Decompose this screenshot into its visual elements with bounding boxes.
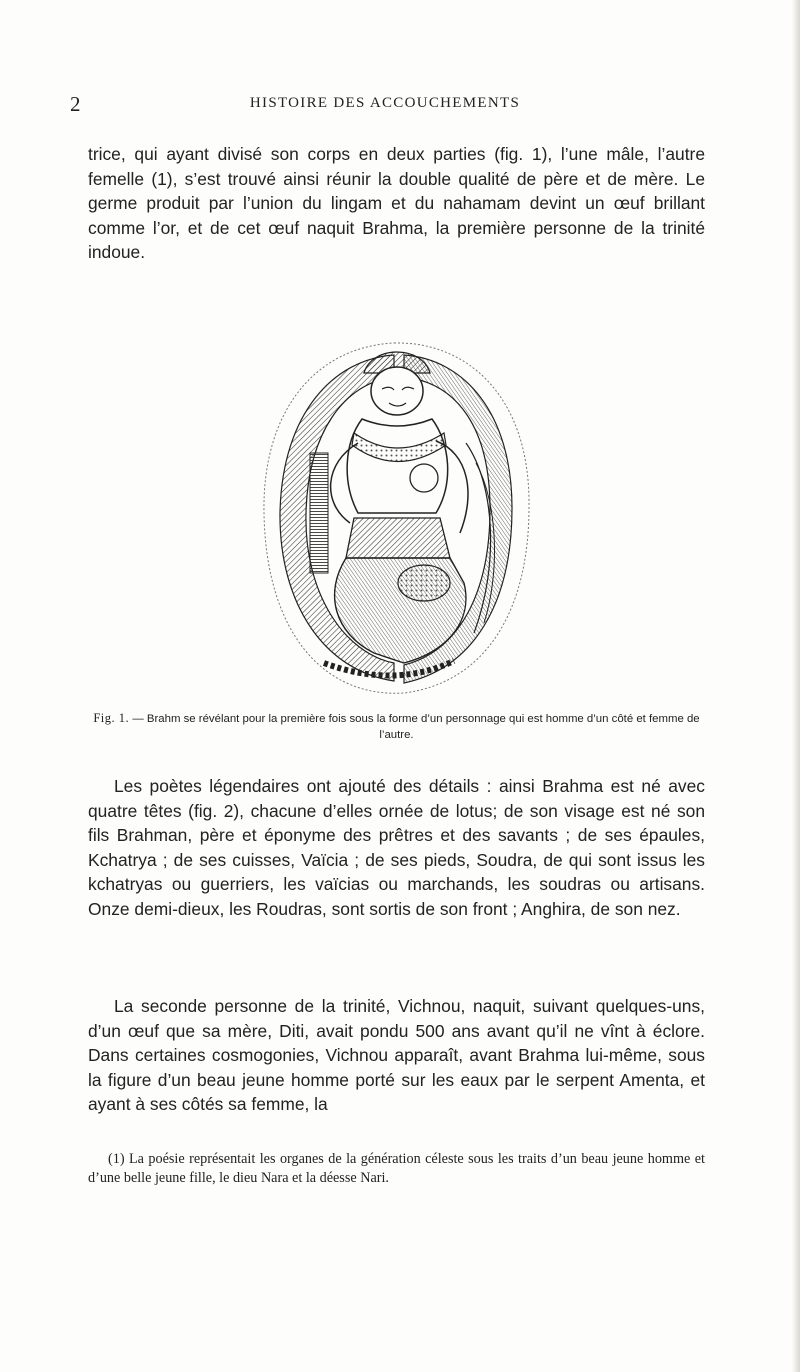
- footnote: (1) La poésie représentait les organes de la génération céleste sous les traits d’un beau jeune homme et d’une belle jeune fille, le dieu Nara et la déesse Nari.: [88, 1151, 705, 1186]
- page-edge-shadow: [792, 0, 800, 1372]
- figure-brahma-engraving: [254, 333, 539, 705]
- figure-caption: [88, 710, 705, 743]
- body-paragraph-1: trice, qui ayant divisé son corps en deux parties (fig. 1), l’une mâle, l’autre femelle (1), s’est trouvé ainsi réunir la double qualité de père et de mère. Le germe produit par l’union du lingam et du nahamam devint un œuf brillant comme l’or, et de cet œuf naquit Brahma, la première personne de la trinité indoue.: [88, 144, 705, 262]
- running-header: [70, 92, 700, 116]
- figure-caption-text: — Brahm se révélant pour la première fois sous la forme d’un personnage qui est homme d’un côté et femme de l’autre.: [132, 713, 700, 741]
- figure-label: Fig. 1.: [93, 711, 130, 725]
- body-paragraph-3: La seconde personne de la trinité, Vichnou, naquit, suivant quelques-uns, d’un œuf que sa mère, Diti, avait pondu 500 ans avant qu’il ne vînt à éclore. Dans certaines cosmogonies, Vichnou apparaît, avant Brahma lui-même, sous la figure d’un beau jeune homme porté sur les eaux par le serpent Amenta, et ayant à ses côtés sa femme, la: [88, 996, 705, 1114]
- page-number: 2: [70, 92, 81, 116]
- running-title: HISTOIRE DES ACCOUCHEMENTS: [249, 95, 521, 111]
- body-paragraph-2: Les poètes légendaires ont ajouté des détails : ainsi Brahma est né avec quatre têtes (fig. 2), chacune d’elles ornée de lotus; de son visage est né son fils Brahman, père et éponyme des prêtres et des savants ; de ses épaules, Kchatrya ; de ses cuisses, Vaïcia ; de ses pieds, Soudra, de qui sont issus les kchatryas ou guerriers, les vaïcias ou marchands, les soudras ou artisans. Onze demi-dieux, les Roudras, sont sortis de son front ; Anghira, de son nez.: [88, 776, 705, 919]
- brahma-engraving-illustration: [254, 333, 539, 705]
